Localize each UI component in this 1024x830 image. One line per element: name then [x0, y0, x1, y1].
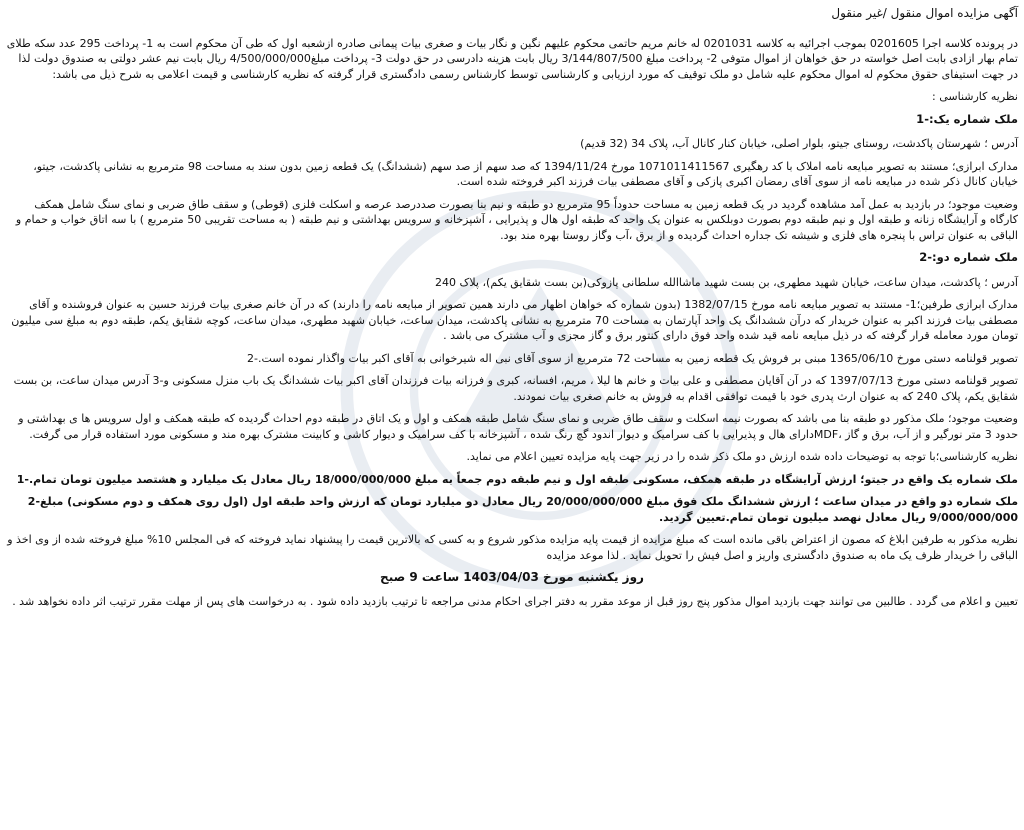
- auction-date: روز یکشنبه مورخ 1403/04/03 ساعت 9 صبح: [380, 570, 644, 584]
- property-2-document-2: تصویر قولنامه دستی مورخ 1365/06/10 مبنی بر فروش یک قطعه زمین به مساحت 72 مترمربع از سوی آقای نبی اله شیرخوانی به آقای اکبر بیات واگذار نموده است.-2: [247, 351, 1018, 365]
- auction-notice: نظریه مذکور به طرفین ابلاغ که مصون از اعتراض باقی مانده است که مبلغ مزایده از قیمت پایه مزایده مذکور شروع و به کسی که بالاترین قیمت را پیشنهاد نماید فروخته که فی المجلس 10% مبلغ فروخته شده از وی اخذ و الباقی را خریدار ظرف یک ماه به صندوق دادگستری واریز و اصل فیش را تحویل نماید . لذا موعد مزایده: [7, 533, 1018, 562]
- expert-summary: نظریه کارشناسی؛با توجه به توضیحات داده شده ارزش دو ملک ذکر شده را در زیر جهت پایه مزایده تعیین اعلام می نماید.: [466, 450, 1018, 463]
- property-1-heading: ملک شماره یک:-1: [916, 111, 1018, 126]
- page-title: آگهی مزایده اموال منقول /غیر منقول: [831, 6, 1018, 20]
- property-1-documents: مدارک ابرازی؛ مستند به تصویر مبایعه نامه املاک با کد رهگیری 1071011411567 مورخ 1394/11/24 که صد سهم از صد سهم (ششدانگ) یک قطعه زمین بدون سند به مساحت 98 مترمربع به نشانی پاکدشت، جیتو، خیابان کانال ذکر شده در مبایعه نامه از سوی آقای رمضان اکبری پازکی و آقای مصطفی بیات فرزند اکبر فروخته شده است.: [33, 159, 1018, 188]
- closing-paragraph: تعیین و اعلام می گردد . طالبین می توانند جهت بازدید اموال مذکور پنج روز قبل از موعد مقرر به دفتر اجرای احکام مدنی مراجعه تا ترتیب بازدید داده شود . به درخواست های پس از مهلت مقرر ترتیب اثر داده نخواهد شد .: [12, 594, 1018, 608]
- property-2-value: ملک شماره دو واقع در میدان ساعت ؛ ارزش ششدانگ ملک فوق مبلغ 20/000/000/000 ریال معادل دو میلیارد تومان که ارزش واحد طبقه اول (اول روی همکف و دوم مسکونی) مبلغ-2 9/000/000/000 ریال معادل نهصد میلیون تومان تمام.تعیین گردید.: [27, 495, 1018, 524]
- property-2-status: وضعیت موجود؛ ملک مذکور دو طبقه بنا می باشد که بصورت نیمه اسکلت و سقف طاق ضربی و نمای سنگ شامل طبقه همکف و اول و یک اتاق در طبقه دوم احداث گردیده که طبقه همکف و اول سرویس ها ی بهداشتی و حدود 3 متر نورگیر و از آب، برق و گاز ،MDFدارای هال و پذیرایی با کف سرامیک و دیوار اندود گچ رنگ شده ، آشپزخانه با کف سرامیک و دیوار کاشی و کابینت مشترک بهره مند و مسکونی مورد استفاده قرار می گرفت.: [18, 412, 1018, 441]
- property-2-document-3: تصویر قولنامه دستی مورخ 1397/07/13 که در آن آقایان مصطفی و علی بیات و خانم ها لیلا ، مریم، افسانه، کبری و فرزانه بیات فرزندان آقای اکبر بیات ششدانگ یک باب منزل مسکونی و-3 آدرس میدان ساعت، بن بست شقایق یکم، پلاک 240 که به عنوان ارث پدری خود با قیمت توافقی اقدام به فروش به خانم صغری بیات نمودند.: [13, 374, 1018, 403]
- property-1-value: ملک شماره یک واقع در جیتو؛ ارزش آرایشگاه در طبقه همکف، مسکونی طبقه اول و نیم طبقه دوم جمعاً به مبلغ 18/000/000/000 ریال معادل یک میلیارد و هشتصد میلیون تومان تمام.-1: [16, 472, 1018, 486]
- property-2-address: آدرس ؛ پاکدشت، میدان ساعت، خیابان شهید مطهری، بن بست شهید ماشاالله سلطانی پازوکی(بن بست شقایق یکم)، پلاک 240: [435, 275, 1018, 289]
- intro-paragraph: در پرونده کلاسه اجرا 0201605 بموجب اجرائیه به کلاسه 0201031 له خانم مریم حاتمی محکوم علیهم نگین و نگار بیات و صغری بیات پیمانی صادره ازشعبه اول که طی آن محکوم است به 1- پرداخت 295 عدد سکه طلای تمام بهار ازادی بابت اصل خواسته در حق خواهان از اموال متوفی 2- پرداخت مبلغ 3/144/807/500 ریال بابت هزینه دادرسی در حق دولت 3- پرداخت مبلغ4/500/000/000 ریال بابت نیم عشر دولتی به صندوق دولت لذا در جهت استیفای حقوق محکوم له اموال محکوم علیه شامل دو ملک توقیف که مورد ارزیابی و کارشناسی توسط کارشناس رسمی دادگستری قرار گرفته که نظریه کارشناسی و قیمت اعلامی به شرح ذیل می باشد:: [6, 36, 1018, 81]
- property-2-heading: ملک شماره دو:-2: [919, 250, 1018, 264]
- property-2-documents: مدارک ابرازی طرفین؛1- مستند به تصویر مبایعه نامه مورخ 1382/07/15 (بدون شماره که خواهان اظهار می دارند همین تصویر از مبایعه نامه را دارند) که در آن خانم صغری بیات فرزند حسین به عنوان فروشنده و آقای مصطفی بیات فرزند اکبر به عنوان خریدار که درآن ششدانگ یک واحد آپارتمان به مساحت 70 مترمربع به نشانی پاکدشت، میدان ساعت، خیابان شهید مطهری، میدان ساعت، کوچه شقایق یکم، طبقه دوم به مبلغ سی میلیون تومان مورد معامله قرار گرفته که در ذیل مبایعه نامه قید شده واحد فوق دارای کنتور برق و گاز مجزی و آب مشترک می باشد .: [11, 298, 1018, 342]
- property-1-status: وضعیت موجود؛ در بازدید به عمل آمد مشاهده گردید در یک قطعه زمین به مساحت حدوداً 95 مترمربع دو طبقه و نیم بنا بصورت صددرصد عرصه و اسکلت فلزی (قوطی) و سقف طاق ضربی و نمای سنگ شامل همکف کارگاه و آرایشگاه زنانه و طبقه اول و نیم طبقه دوم بصورت دوبلکس به عنوان یک واحد که طبقه اول هال و پذیرایی ، آشپزخانه و سرویس بهداشتی و نیم طبقه ( به مساحت تقریبی 50 مترمربع ) با سه اتاق خواب و حمام و الباقی به عنوان تراس با پنجره های فلزی و شیشه تک جداره احداث گردیده و از برق ،آب وگاز روستا بهره مند بود.: [15, 197, 1018, 242]
- auction-document: [6, 6, 1018, 616]
- property-1-address: آدرس ؛ شهرستان پاکدشت، روستای جیتو، بلوار اصلی، خیابان کنار کانال آب، پلاک 34 (32 قدیم): [580, 137, 1018, 150]
- expert-label: نظریه کارشناسی :: [932, 90, 1018, 103]
